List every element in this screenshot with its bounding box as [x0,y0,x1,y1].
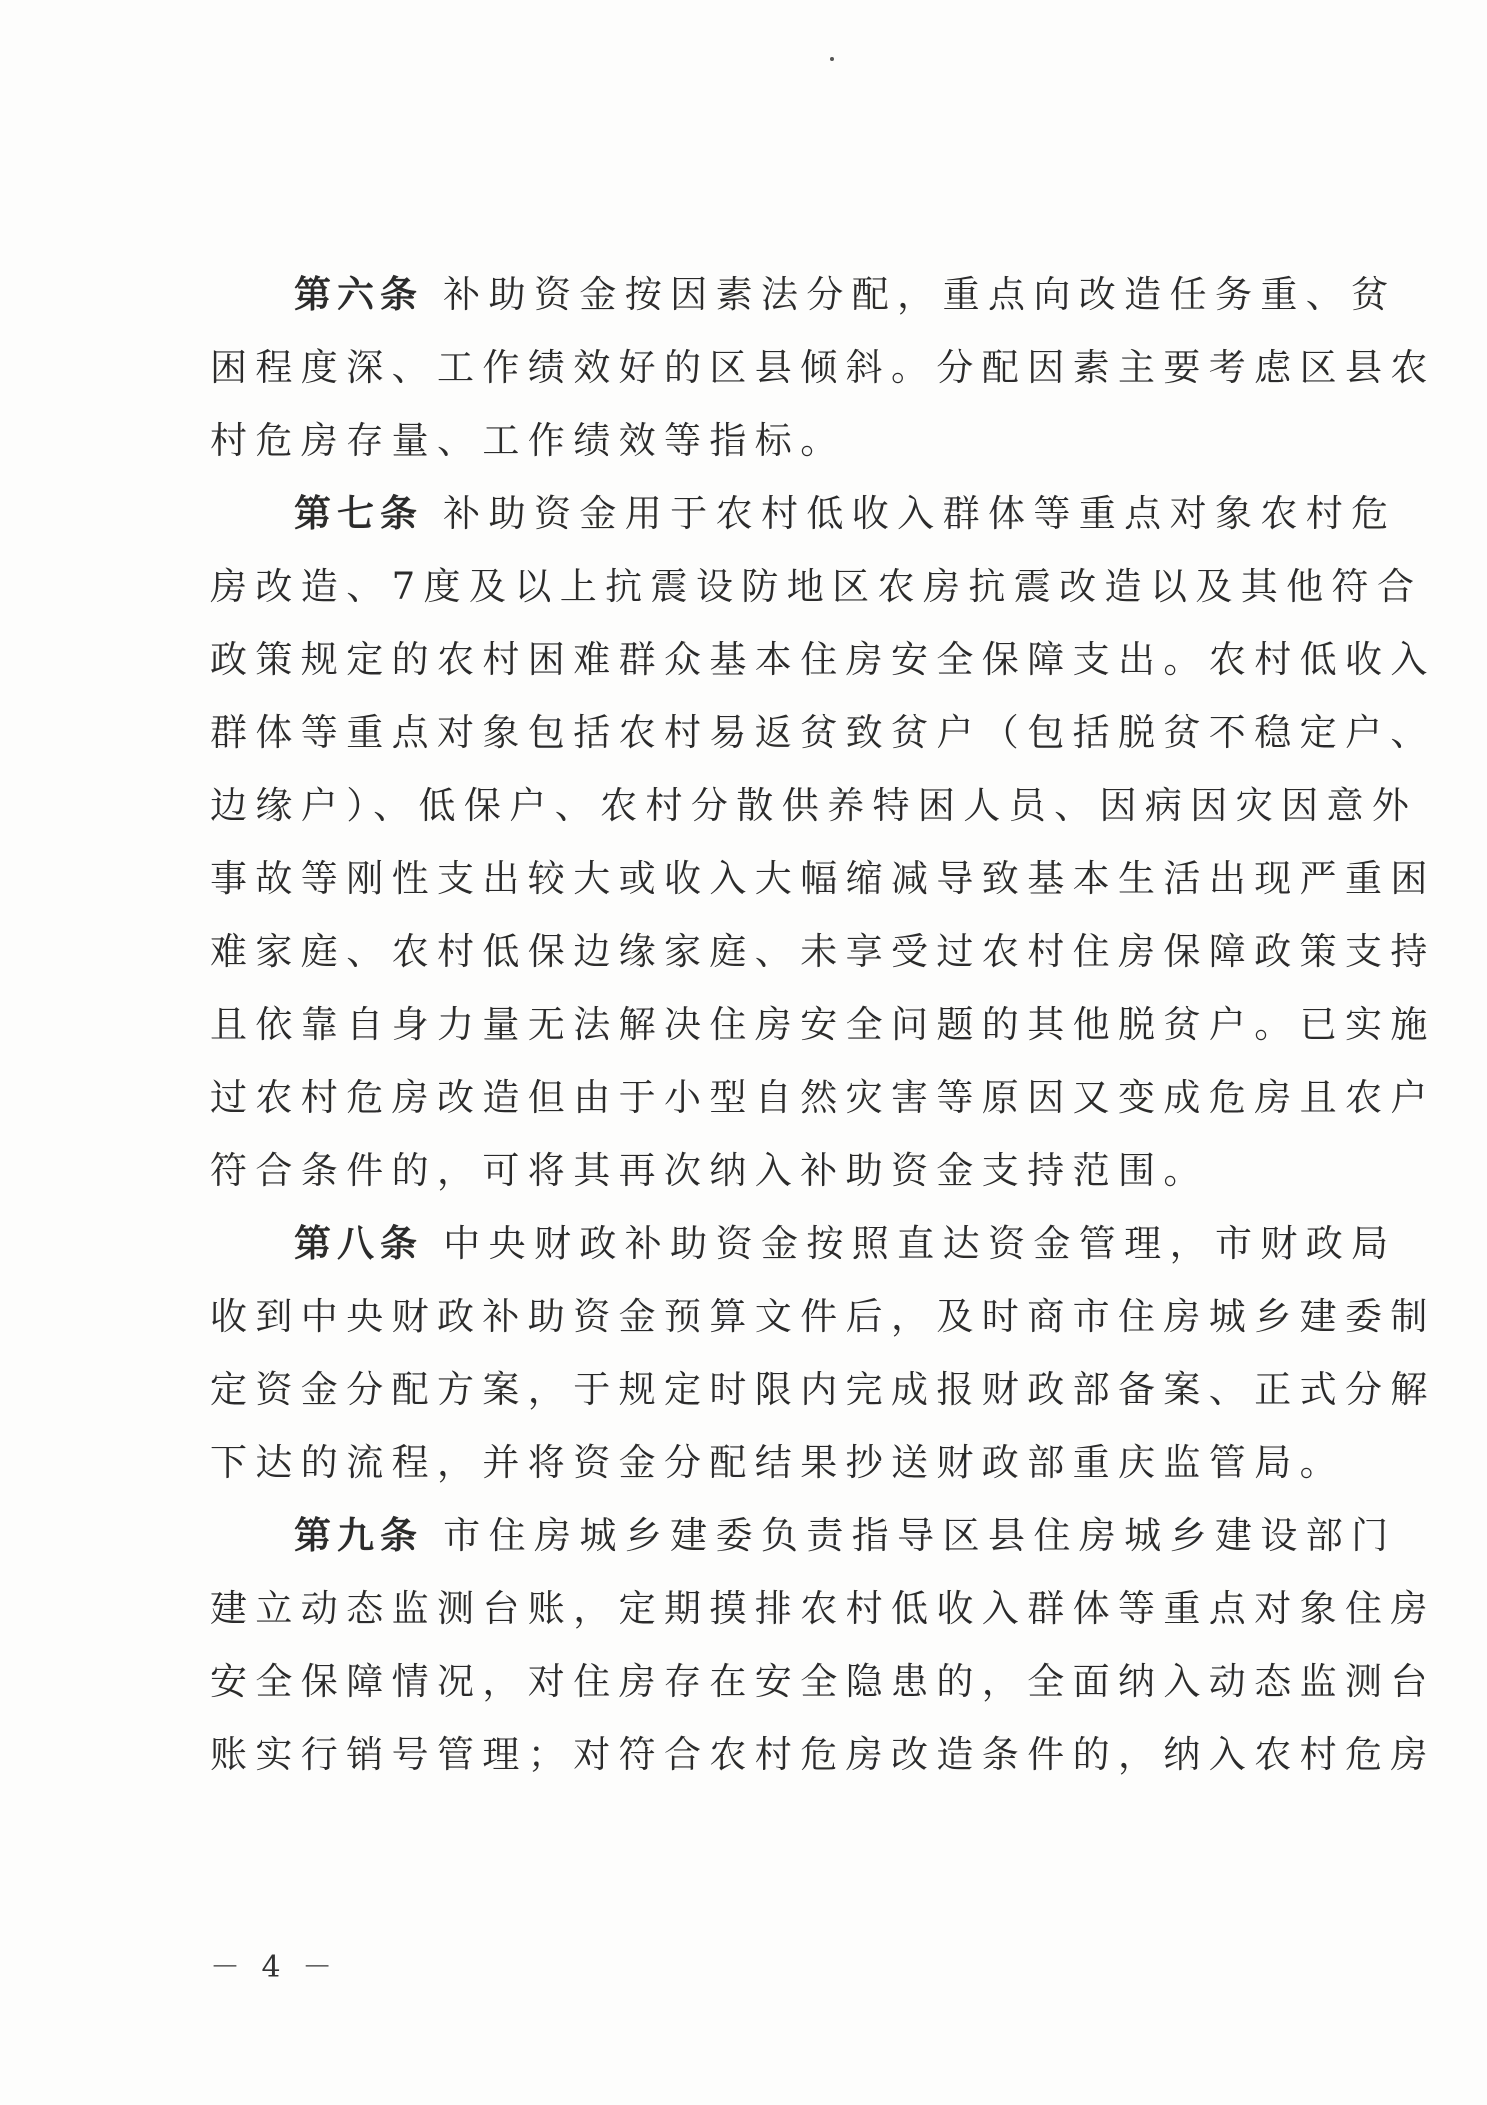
article-7-line-7: 难家庭、农村低保边缘家庭、未享受过农村住房保障政策支持 [210,930,1436,973]
article-8-line-2: 收到中央财政补助资金预算文件后，及时商市住房城乡建委制 [210,1295,1436,1338]
article-7-line-2: 房改造、7度及以上抗震设防地区农房抗震改造以及其他符合 [210,565,1423,608]
article-8-line-4: 下达的流程，并将资金分配结果抄送财政部重庆监管局。 [210,1441,1345,1484]
article-7-line-8: 且依靠自身力量无法解决住房安全问题的其他脱贫户。已实施 [210,1003,1436,1046]
article-7-line-10: 符合条件的，可将其再次纳入补助资金支持范围。 [210,1149,1209,1192]
article-7-heading: 第七条 [294,491,423,535]
article-6-heading: 第六条 [294,272,423,316]
article-8-line-1: 第八条 中央财政补助资金按照直达资金管理，市财政局 [294,1221,1397,1265]
scan-speck [830,57,834,61]
article-7-line-5: 边缘户）、低保户、农村分散供养特困人员、因病因灾因意外 [210,784,1418,827]
article-6-line-2: 困程度深、工作绩效好的区县倾斜。分配因素主要考虑区县农 [210,346,1436,389]
article-9-line-3: 安全保障情况，对住房存在安全隐患的，全面纳入动态监测台 [210,1660,1436,1703]
article-7-line-6: 事故等刚性支出较大或收入大幅缩减导致基本生活出现严重困 [210,857,1436,900]
article-7-line-1: 第七条 补助资金用于农村低收入群体等重点对象农村危 [294,491,1397,535]
article-7-line-4: 群体等重点对象包括农村易返贫致贫户（包括脱贫不稳定户、 [210,711,1436,754]
article-9-line-4: 账实行销号管理；对符合农村危房改造条件的，纳入农村危房 [210,1733,1436,1776]
article-7-line-9: 过农村危房改造但由于小型自然灾害等原因又变成危房且农户 [210,1076,1436,1119]
article-7-line-3: 政策规定的农村困难群众基本住房安全保障支出。农村低收入 [210,638,1436,681]
article-8-line-3: 定资金分配方案，于规定时限内完成报财政部备案、正式分解 [210,1368,1436,1411]
article-6-line-1: 第六条 补助资金按因素法分配，重点向改造任务重、贫 [294,272,1397,316]
document-body [210,258,1436,1791]
article-9-line-1: 第九条 市住房城乡建委负责指导区县住房城乡建设部门 [294,1513,1397,1557]
article-9-line-2: 建立动态监测台账，定期摸排农村低收入群体等重点对象住房 [210,1587,1436,1630]
article-6-line-3: 村危房存量、工作绩效等指标。 [210,419,846,462]
article-9-heading: 第九条 [294,1513,423,1557]
article-8-heading: 第八条 [294,1221,423,1265]
page-number: － 4 － [210,1950,339,1985]
